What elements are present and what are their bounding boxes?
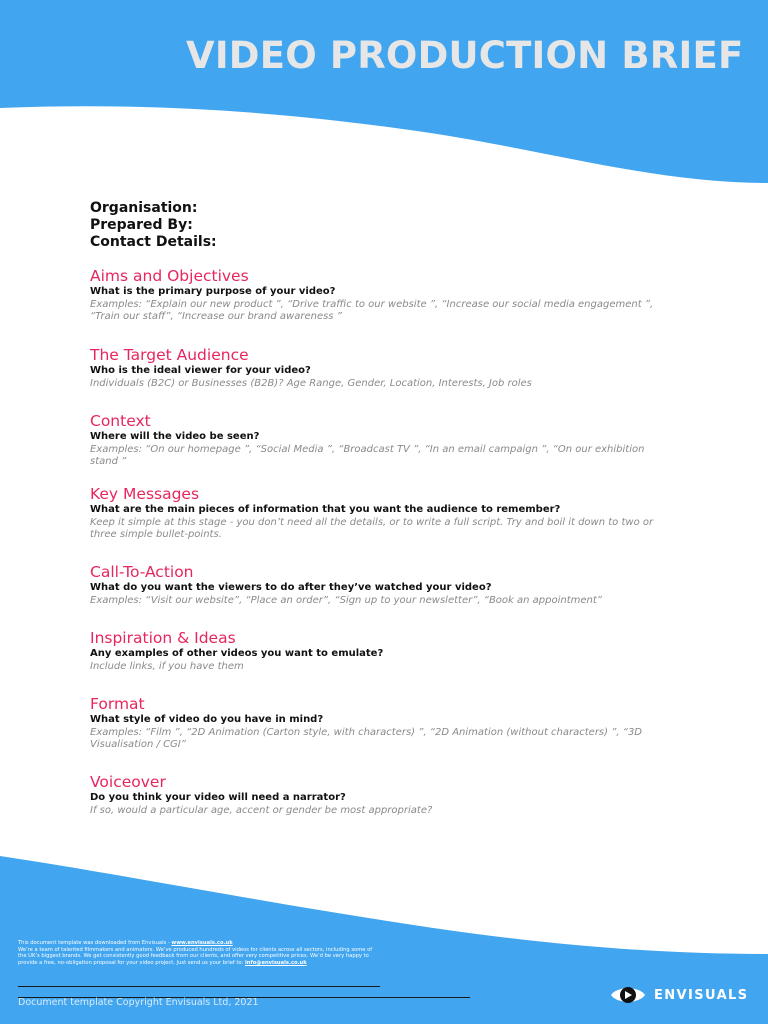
envisuals-logo [610,983,749,1007]
section-example: Keep it simple at this stage - you don’t need all the details, or to write a full script. Try and boil it down to two or three simple bullet-points. [90,517,654,540]
section-example: Examples: “Explain our new product ”, “Drive traffic to our website ”, “Increase our social media engagement ”, “Train our staff”, “Increase our brand awareness ” [90,299,654,322]
section-example: Examples: “On our homepage ”, “Social Media ”, “Broadcast TV ”, “In an email campaign ”, “On our exhibition stand ” [90,444,645,467]
section-key-messages [90,485,665,541]
section-inspiration-ideas [90,629,665,673]
logo-text: ENVISUALS [654,987,749,1003]
section-example: Include links, if you have them [90,661,244,672]
section-context [90,412,665,468]
play-eye-icon [610,983,646,1007]
footer-divider [18,986,380,987]
section-heading: The Target Audience [90,346,249,364]
email-link[interactable]: info@envisuals.co.uk [244,959,307,966]
section-heading: Context [90,412,151,430]
section-question: What is the primary purpose of your video? [90,286,336,297]
section-question: Who is the ideal viewer for your video? [90,365,311,376]
section-heading: Call-To-Action [90,563,194,581]
contact-details-label: Contact Details: [90,234,217,250]
section-question: Do you think your video will need a narrator? [90,792,346,803]
section-question: What do you want the viewers to do after they’ve watched your video? [90,582,492,593]
section-question: What are the main pieces of information that you want the audience to remember? [90,504,561,515]
section-example: Individuals (B2C) or Businesses (B2B)? Age Range, Gender, Location, Interests, Job roles [90,378,532,389]
section-question: Any examples of other videos you want to emulate? [90,648,384,659]
section-heading: Key Messages [90,485,200,503]
page-title: VIDEO PRODUCTION BRIEF [186,34,744,77]
brief-meta-fields [90,200,217,251]
section-heading: Inspiration & Ideas [90,629,236,647]
section-heading: Voiceover [90,773,166,791]
footer-note-body: We’re a team of talented filmmakers and animators. We’ve produced hundreds of videos for clients across all sectors, including some of the UK’s biggest brands. We get consistently good feedback from our clients, and offer very competitive prices. We’d be very happy to provide a free, no-obligation proposal for your video project. Just send us your brief to: [18,946,373,966]
section-example: If so, would a particular age, accent or gender be most appropriate? [90,805,433,816]
prepared-by-label: Prepared By: [90,217,193,233]
section-heading: Aims and Objectives [90,267,249,285]
organisation-label: Organisation: [90,200,198,216]
section-question: Where will the video be seen? [90,431,260,442]
section-question: What style of video do you have in mind? [90,714,324,725]
header-wave-background [0,0,768,190]
section-voiceover [90,773,665,817]
section-format [90,695,665,751]
section-example: Examples: “Film ”, “2D Animation (Carton style, with characters) ”, “2D Animation (without characters) ”, “3D Visualisation / CGI” [90,727,643,750]
section-example: Examples: “Visit our website”, “Place an order”, “Sign up to your newsletter”, “Book an appointment” [90,595,602,606]
section-aims-objectives [90,267,665,323]
footer-note-prefix: This document template was downloaded from Envisuals - [18,940,172,946]
footer-note [18,940,378,966]
envisuals-site-link[interactable]: www.envisuals.co.uk [171,940,233,946]
copyright-text: Document template Copyright Envisuals Ltd, 2021 [18,997,259,1008]
section-call-to-action [90,563,665,607]
section-target-audience [90,346,665,390]
section-heading: Format [90,695,145,713]
